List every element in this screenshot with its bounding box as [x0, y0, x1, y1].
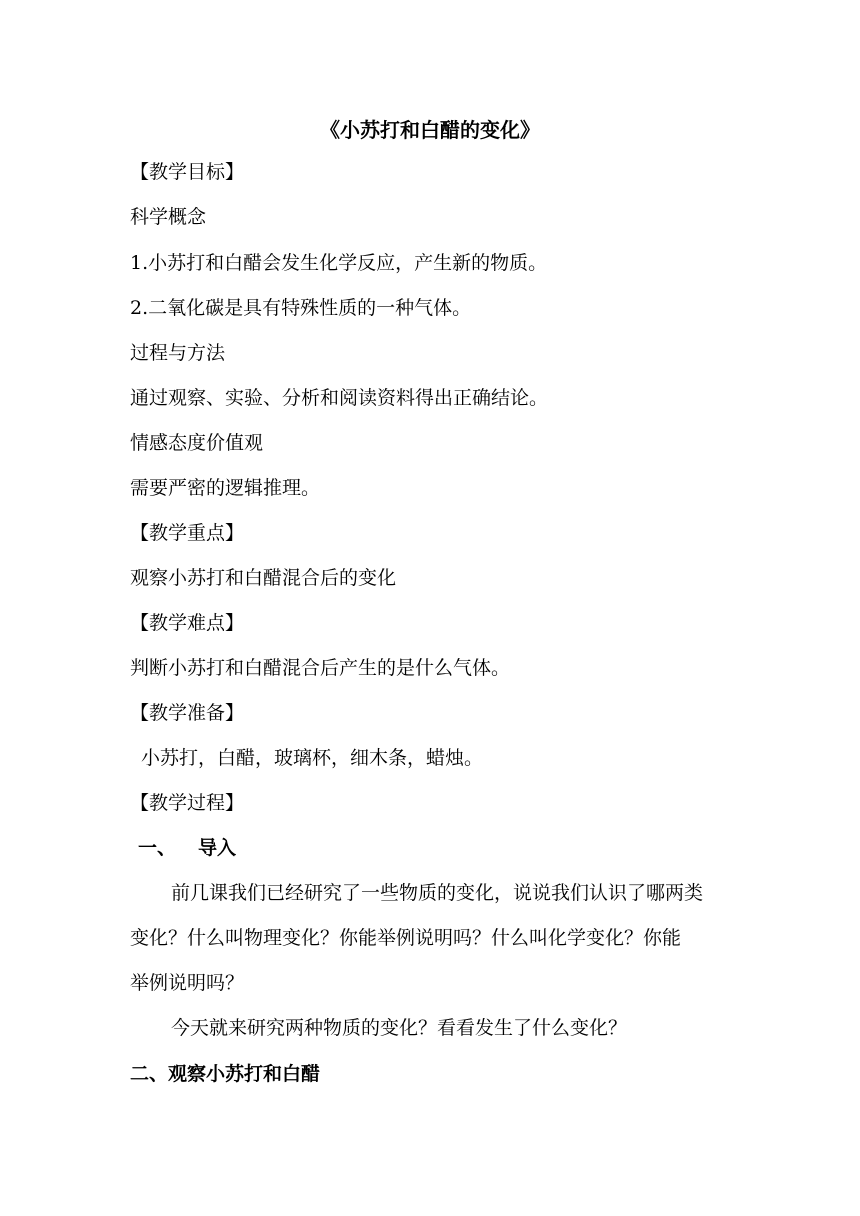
intro-paragraph-line-2: 变化？什么叫物理变化？你能举例说明吗？什么叫化学变化？你能 — [130, 927, 682, 949]
process-text: 通过观察、实验、分析和阅读资料得出正确结论。 — [130, 387, 549, 409]
section-1-number: 一、 — [138, 837, 177, 859]
key-points-text: 观察小苏打和白醋混合后的变化 — [130, 567, 397, 589]
science-concepts-label: 科学概念 — [130, 206, 207, 228]
concept-2: 2.二氧化碳是具有特殊性质的一种气体。 — [130, 297, 472, 319]
concept-1: 1.小苏打和白醋会发生化学反应，产生新的物质。 — [130, 252, 548, 274]
objectives-heading: 【教学目标】 — [130, 161, 245, 183]
attitude-label: 情感态度价值观 — [130, 432, 264, 454]
section-1-heading — [138, 836, 236, 860]
intro-paragraph-line-1: 前几课我们已经研究了一些物质的变化，说说我们认识了哪两类 — [171, 882, 704, 904]
attitude-text: 需要严密的逻辑推理。 — [130, 477, 321, 499]
section-2-heading: 二、观察小苏打和白醋 — [130, 1063, 321, 1085]
difficulties-heading: 【教学难点】 — [130, 612, 245, 634]
intro-paragraph-line-3: 举例说明吗？ — [130, 972, 245, 994]
preparation-heading: 【教学准备】 — [130, 702, 245, 724]
section-1-title: 导入 — [198, 837, 237, 859]
process-heading: 【教学过程】 — [130, 792, 245, 814]
preparation-text: 小苏打，白醋，玻璃杯，细木条，蜡烛。 — [141, 747, 484, 769]
key-points-heading: 【教学重点】 — [130, 522, 245, 544]
intro-paragraph-2: 今天就来研究两种物质的变化？看看发生了什么变化？ — [171, 1017, 628, 1039]
process-methods-label: 过程与方法 — [130, 342, 226, 364]
document-title: 《小苏打和白醋的变化》 — [320, 118, 540, 142]
difficulties-text: 判断小苏打和白醋混合后产生的是什么气体。 — [130, 657, 511, 679]
